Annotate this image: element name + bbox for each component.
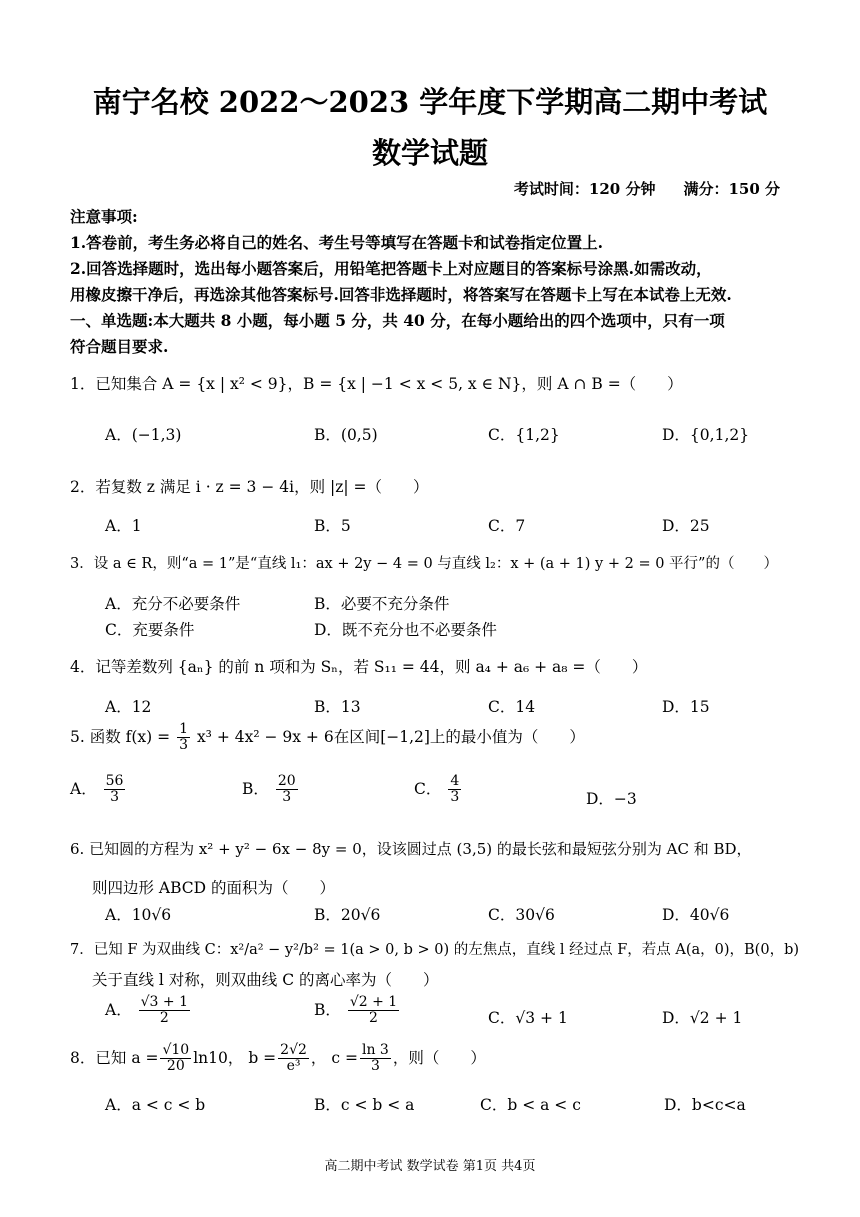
question-5-fraction — [177, 722, 190, 754]
question-3-stem: 3．设 a ∈ R，则“a = 1”是“直线 l₁：ax + 2y − 4 = 0 与直线 l₂：x + (a + 1) y + 2 = 0 平行”的（ ） — [70, 556, 778, 572]
page-footer: 高二期中考试 数学试卷 第1页 共4页 — [324, 1159, 536, 1174]
fraction-numerator: 56 — [105, 773, 124, 789]
question-8-option-b: B．c < b < a — [314, 1096, 415, 1114]
question-8-c-post: ，则（ ） — [392, 1048, 486, 1067]
option-label: A． — [105, 1000, 132, 1019]
exam-subtitle: 数学试题 — [371, 136, 488, 170]
question-1-option-d: D．{0,1,2} — [662, 426, 750, 444]
question-8-b-eq: b = — [248, 1048, 277, 1067]
option-label: C． — [414, 779, 442, 798]
question-1-option-c: C．{1,2} — [488, 426, 560, 444]
fraction-denominator: 20 — [166, 1058, 185, 1075]
question-8-stem — [70, 1043, 486, 1075]
option-fraction — [104, 774, 126, 806]
fraction-numerator: √10 — [162, 1042, 190, 1058]
question-7-stem: 7．已知 F 为双曲线 C：x²/a² − y²/b² = 1(a > 0, b > 0) 的左焦点，直线 l 经过点 F，若点 A(a，0)，B(0，b) — [70, 942, 800, 958]
exam-score: 满分：150 分 — [683, 180, 780, 198]
question-5-option-b — [242, 774, 300, 806]
question-8-c-fraction — [360, 1043, 391, 1075]
question-8-stem-pre: 8．已知 — [70, 1048, 127, 1067]
question-6-option-b: B．20√6 — [314, 906, 381, 924]
question-5-option-a — [70, 774, 127, 806]
fraction-numerator: 20 — [277, 773, 296, 789]
notice-item-2-cont: 用橡皮擦干净后，再选涂其他答案标号.回答非选择题时，将答案写在答题卡上写在本试卷上无效. — [70, 285, 732, 304]
question-8-option-c: C．b < a < c — [480, 1096, 581, 1114]
question-8-c-eq: c = — [331, 1048, 358, 1067]
question-1-stem: 1．已知集合 A = {x | x² < 9}，B = {x | −1 < x < 5, x ∈ N}，则 A ∩ B =（ ） — [70, 375, 683, 393]
notice-item-2: 2.回答选择题时，选出每小题答案后，用铅笔把答题卡上对应题目的答案标号涂黑.如需改动， — [70, 259, 712, 278]
question-4-option-c: C．14 — [488, 698, 536, 716]
fraction-numerator: 2√2 — [280, 1042, 307, 1058]
question-8-b-post: ， — [310, 1048, 327, 1067]
question-4-option-a: A．12 — [105, 698, 152, 716]
question-2-option-c: C．7 — [488, 517, 526, 535]
question-8-option-a: A．a < c < b — [105, 1096, 206, 1114]
fraction-numerator: √3 + 1 — [140, 994, 189, 1010]
question-8-a-fraction — [160, 1043, 191, 1075]
fraction-denominator: 3 — [179, 737, 188, 754]
option-fraction — [276, 774, 298, 806]
question-2-option-d: D．25 — [662, 517, 710, 535]
exam-meta — [514, 178, 780, 199]
question-5-stem — [70, 722, 585, 754]
fraction-numerator: √2 + 1 — [349, 994, 398, 1010]
question-1-option-b: B．(0,5) — [314, 426, 378, 444]
option-label: B． — [242, 779, 269, 798]
question-7-option-c: C．√3 + 1 — [488, 1009, 568, 1027]
question-6-option-c: C．30√6 — [488, 906, 555, 924]
fraction-denominator: 2 — [159, 1010, 169, 1027]
question-2-option-a: A．1 — [105, 517, 142, 535]
question-4-option-b: B．13 — [314, 698, 361, 716]
question-3-option-a: A．充分不必要条件 — [105, 595, 241, 613]
option-label: A． — [70, 779, 97, 798]
fraction-denominator: 3 — [370, 1058, 380, 1075]
fraction-denominator: e³ — [286, 1058, 301, 1075]
exam-time: 考试时间：120 分钟 — [513, 180, 656, 198]
question-8-option-d: D．b<c<a — [664, 1096, 746, 1114]
fraction-denominator: 3 — [450, 789, 460, 806]
section-heading-cont: 符合题目要求. — [70, 337, 169, 356]
question-8-a-post: ln10， — [193, 1048, 244, 1067]
question-6-option-a: A．10√6 — [105, 906, 172, 924]
exam-title: 南宁名校 2022～2023 学年度下学期高二期中考试 — [92, 85, 768, 119]
fraction-denominator: 3 — [110, 789, 120, 806]
section-heading: 一、单选题:本大题共 8 小题，每小题 5 分，共 40 分，在每小题给出的四个选项中，只有一项 — [70, 311, 725, 330]
question-4-option-d: D．15 — [662, 698, 710, 716]
question-6-stem-cont: 则四边形 ABCD 的面积为（ ） — [92, 879, 336, 897]
question-7-option-b — [314, 995, 401, 1027]
question-8-b-fraction — [278, 1043, 309, 1075]
option-label: B． — [314, 1000, 341, 1019]
fraction-numerator: ln 3 — [361, 1042, 389, 1058]
question-7-stem-cont: 关于直线 l 对称，则双曲线 C 的离心率为（ ） — [92, 971, 439, 989]
question-5-stem-post: x³ + 4x² − 9x + 6在区间[−1,2]上的最小值为（ ） — [196, 727, 585, 746]
option-fraction — [448, 774, 461, 806]
question-6-option-d: D．40√6 — [662, 906, 730, 924]
notice-heading: 注意事项: — [70, 207, 138, 226]
question-5-stem-pre: 5. 函数 f(x) = — [70, 727, 171, 746]
option-fraction — [348, 995, 399, 1027]
question-5-option-c — [414, 774, 463, 806]
notice-item-1: 1.答卷前，考生务必将自己的姓名、考生号等填写在答题卡和试卷指定位置上. — [70, 233, 604, 252]
question-8-a-eq: a = — [131, 1048, 159, 1067]
question-4-stem: 4．记等差数列 {aₙ} 的前 n 项和为 Sₙ，若 S₁₁ = 44，则 a₄ + a₆ + a₈ =（ ） — [70, 658, 648, 676]
question-2-option-b: B．5 — [314, 517, 351, 535]
fraction-denominator: 2 — [369, 1010, 378, 1027]
question-5-option-d: D．−3 — [586, 790, 637, 808]
fraction-numerator: 4 — [450, 773, 460, 789]
question-2-stem: 2．若复数 z 满足 i · z = 3 − 4i，则 |z| =（ ） — [70, 478, 429, 496]
question-3-option-c: C．充要条件 — [105, 621, 195, 639]
question-7-option-a — [105, 995, 192, 1027]
option-fraction — [139, 995, 190, 1027]
question-7-option-d: D．√2 + 1 — [662, 1009, 743, 1027]
question-1-option-a: A．(−1,3) — [105, 426, 182, 444]
fraction-numerator: 1 — [179, 721, 188, 737]
fraction-denominator: 3 — [282, 789, 292, 806]
question-6-stem: 6. 已知圆的方程为 x² + y² − 6x − 8y = 0，设该圆过点 (3,5) 的最长弦和最短弦分别为 AC 和 BD， — [70, 840, 752, 858]
question-3-option-d: D．既不充分也不必要条件 — [314, 621, 497, 639]
question-3-option-b: B．必要不充分条件 — [314, 595, 450, 613]
